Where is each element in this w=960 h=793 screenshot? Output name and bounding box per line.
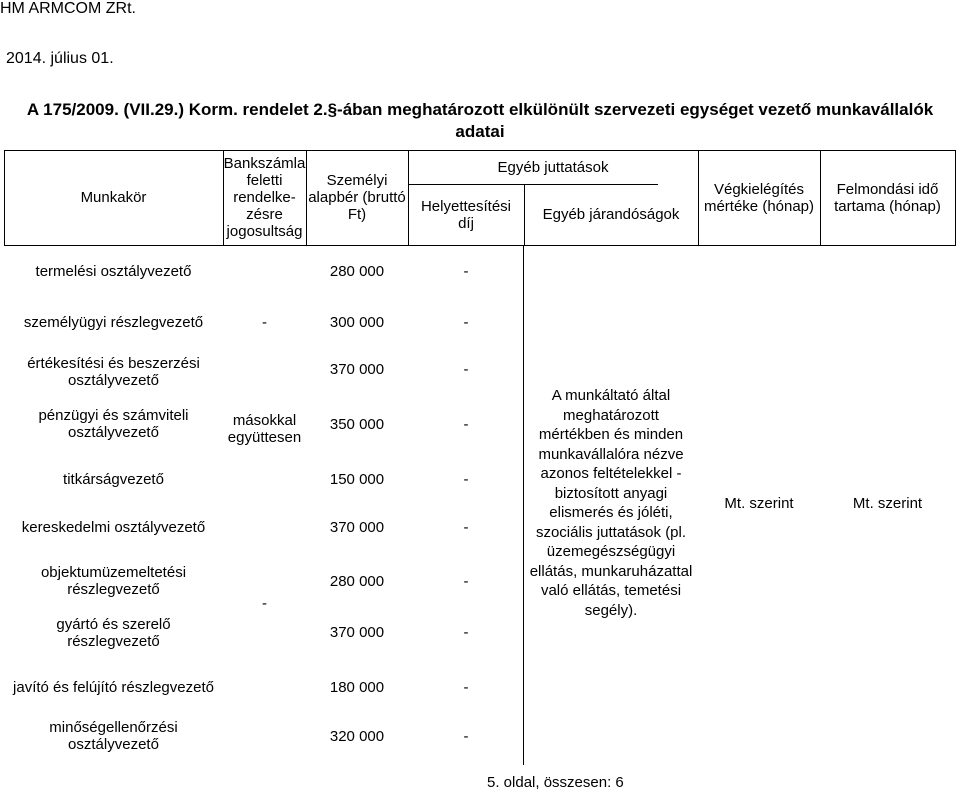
row-helyettesitesi: - <box>463 360 469 378</box>
row-munkakor: minőségellenőrzési osztályvezető <box>49 719 178 753</box>
row-alapber: 280 000 <box>329 572 385 590</box>
col-header-egyeb-juttatasok: Egyéb juttatások <box>497 158 609 176</box>
col-header-munkakor: Munkakör <box>80 189 147 206</box>
row-munkakor: értékesítési és beszerzési osztályvezető <box>27 355 200 389</box>
row-helyettesitesi: - <box>463 518 469 536</box>
row-alapber: 180 000 <box>329 678 385 696</box>
row-helyettesitesi: - <box>463 470 469 488</box>
row-munkakor: gyártó és szerelő részlegvezető <box>56 616 171 650</box>
col-header-bankszamla: Bankszámla feletti rendelke- zésre jogosultság <box>223 155 306 240</box>
row-munkakor: titkárságvezető <box>63 470 164 488</box>
row-munkakor: kereskedelmi osztályvezető <box>21 518 206 536</box>
row-munkakor: pénzügyi és számviteli osztályvezető <box>38 407 189 441</box>
document-title-line2: adatai <box>455 122 505 141</box>
company-name: HM ARMCOM ZRt. <box>0 0 136 17</box>
felmondasi-value: Mt. szerint <box>852 494 923 512</box>
row-alapber: 370 000 <box>329 623 385 641</box>
row-alapber: 320 000 <box>329 727 385 745</box>
row-munkakor: javító és felújító részlegvezető <box>13 678 214 696</box>
row-helyettesitesi: - <box>463 313 469 331</box>
row-helyettesitesi: - <box>463 678 469 696</box>
row-munkakor: objektumüzemeltetési részlegvezető <box>40 564 187 598</box>
row-bank: - <box>262 313 267 331</box>
row-helyettesitesi: - <box>463 623 469 641</box>
col-header-felmondasi-ido: Felmondási idő tartama (hónap) <box>834 180 941 215</box>
document-title-line1: A 175/2009. (VII.29.) Korm. rendelet 2.§-ában meghatározott elkülönült szervezeti egységet vezető munkavállalók <box>26 100 934 119</box>
col-header-helyettesitesi-dij: Helyettesítési díj <box>420 197 512 232</box>
row-alapber: 370 000 <box>329 360 385 378</box>
egyeb-jarandosagok-text: A munkáltató által meghatározott mértékben és minden munkavállalóra nézve azonos feltételekkel - biztosított anyagi elismerés és jóléti, szociális juttatások (pl. üzemegészségügyi ellátás, munkaruházattal való ellátás, temetési segély). <box>529 387 693 619</box>
row-alapber: 350 000 <box>329 415 385 433</box>
col-header-egyeb-jarandosagok: Egyéb járandóságok <box>542 206 680 223</box>
row-alapber: 280 000 <box>329 262 385 280</box>
row-alapber: 300 000 <box>329 313 385 331</box>
row-helyettesitesi: - <box>463 415 469 433</box>
page-number: 5. oldal, összesen: 6 <box>487 774 624 791</box>
row-helyettesitesi: - <box>463 572 469 590</box>
row-helyettesitesi: - <box>463 262 469 280</box>
vegkielegites-value: Mt. szerint <box>724 494 794 512</box>
bank-group-dash: - <box>262 594 267 612</box>
col-header-szemelyi-alapber: Személyi alapbér (bruttó Ft) <box>308 172 406 223</box>
row-munkakor: személyügyi részlegvezető <box>23 313 204 331</box>
row-munkakor: termelési osztályvezető <box>35 262 192 280</box>
bank-group-masokkal: másokkal együttesen <box>227 412 302 446</box>
col-header-vegkielegites: Végkielégítés mértéke (hónap) <box>703 180 815 215</box>
row-alapber: 150 000 <box>329 470 385 488</box>
document-date: 2014. július 01. <box>6 50 114 67</box>
document-title <box>0 99 960 143</box>
row-helyettesitesi: - <box>463 727 469 745</box>
row-alapber: 370 000 <box>329 518 385 536</box>
